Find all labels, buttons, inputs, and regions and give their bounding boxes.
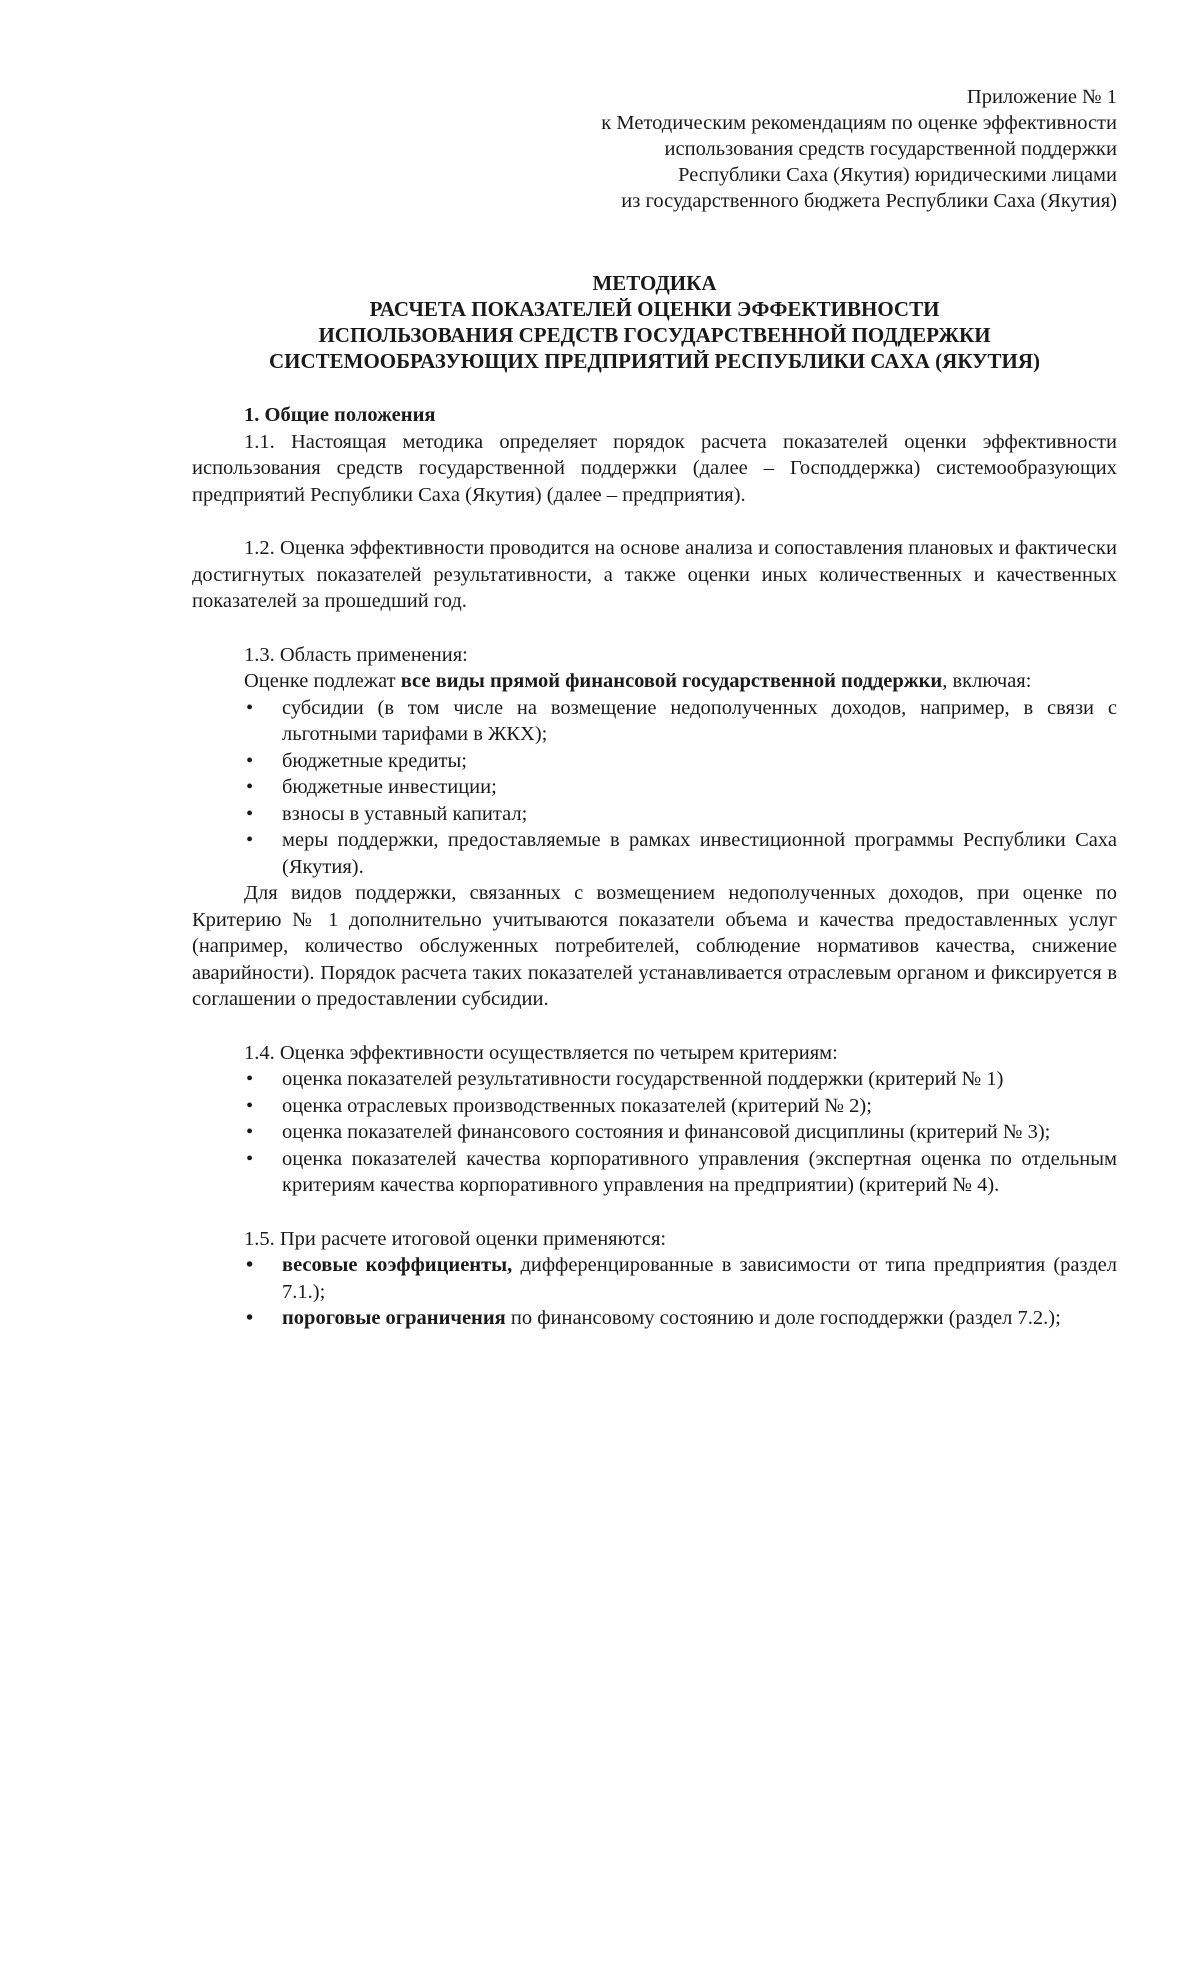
criteria-list xyxy=(192,1066,1117,1199)
paragraph-1-5-title: 1.5. При расчете итоговой оценки применяются: xyxy=(244,1227,667,1250)
document-page xyxy=(192,84,1117,1332)
title-line: СИСТЕМООБРАЗУЮЩИХ ПРЕДПРИЯТИЙ РЕСПУБЛИКИ САХА (ЯКУТИЯ) xyxy=(268,349,1041,373)
paragraph-1-3-title: 1.3. Область применения: xyxy=(244,643,468,666)
support-types-list xyxy=(192,695,1117,881)
list-item xyxy=(192,748,1117,775)
list-item xyxy=(192,1066,1117,1093)
appendix-line: Приложение № 1 xyxy=(966,86,1117,108)
appendix-line: из государственного бюджета Республики Саха (Якутия) xyxy=(621,190,1117,212)
list-item-text: меры поддержки, предоставляемые в рамках инвестиционной программы Республики Саха (Якутия). xyxy=(282,829,1117,878)
bullet-icon: • xyxy=(246,1147,254,1170)
list-item xyxy=(192,1146,1117,1199)
list-item-text: оценка показателей результативности государственной поддержки (критерий № 1) xyxy=(282,1068,1004,1090)
paragraph-1-3-intro xyxy=(192,668,1117,695)
appendix-line: к Методическим рекомендациям по оценке эффективности xyxy=(601,112,1117,134)
list-item-text: оценка отраслевых производственных показателей (критерий № 2); xyxy=(282,1094,872,1117)
title-line: МЕТОДИКА xyxy=(592,271,717,295)
bullet-icon: • xyxy=(246,802,254,825)
final-score-list xyxy=(192,1252,1117,1332)
intro-text: Оценке подлежат xyxy=(244,670,401,692)
section-heading: 1. Общие положения xyxy=(244,404,436,426)
document-title xyxy=(192,270,1117,374)
list-item-text: оценка показателей качества корпоративного управления (экспертная оценка по отдельным критериям качества корпоративного управления на предприятии) (критерий № 4). xyxy=(282,1147,1117,1196)
paragraph-1-3-note: Для видов поддержки, связанных с возмещением недополученных доходов, при оценке по Критерию № 1 дополнительно учитываются показатели объема и качества предоставленных услуг (например, количество обслуженных потребителей, соблюдение нормативов качества, снижение аварийности). Порядок расчета таких показателей устанавливается отраслевым органом и фиксируется в соглашении о предоставлении субсидии. xyxy=(192,882,1117,1010)
bullet-icon: • xyxy=(246,696,254,719)
bullet-icon: • xyxy=(246,749,254,772)
bullet-icon: • xyxy=(246,1254,254,1276)
intro-bold-text: все виды прямой финансовой государственной поддержки xyxy=(400,670,943,692)
list-item-text: бюджетные инвестиции; xyxy=(282,776,497,798)
title-line: РАСЧЕТА ПОКАЗАТЕЛЕЙ ОЦЕНКИ ЭФФЕКТИВНОСТИ xyxy=(369,297,940,321)
list-item-text: субсидии (в том числе на возмещение недополученных доходов, например, в связи с льготными тарифами в ЖКХ); xyxy=(282,696,1117,745)
list-item xyxy=(192,801,1117,828)
paragraph-1-2: 1.2. Оценка эффективности проводится на основе анализа и сопоставления плановых и фактически достигнутых показателей результативности, а также оценки иных количественных и качественных показателей за прошедший год. xyxy=(192,537,1117,612)
bullet-icon: • xyxy=(246,776,254,798)
list-item xyxy=(192,1119,1117,1146)
list-item xyxy=(192,1252,1117,1305)
title-line: ИСПОЛЬЗОВАНИЯ СРЕДСТВ ГОСУДАРСТВЕННОЙ ПОДДЕРЖКИ xyxy=(318,323,991,347)
list-item xyxy=(192,1093,1117,1120)
list-item-text: бюджетные кредиты; xyxy=(282,749,467,772)
list-item-bold-text: весовые коэффициенты, xyxy=(282,1254,513,1276)
list-item-bold-text: пороговые ограничения xyxy=(282,1307,506,1329)
list-item xyxy=(192,1305,1117,1332)
list-item-text: по финансовому состоянию и доле господдержки (раздел 7.2.); xyxy=(505,1307,1061,1329)
intro-text-end: , включая: xyxy=(942,670,1032,692)
list-item xyxy=(192,774,1117,801)
paragraph-1-4-title: 1.4. Оценка эффективности осуществляется по четырем критериям: xyxy=(244,1041,838,1064)
list-item xyxy=(192,695,1117,748)
bullet-icon: • xyxy=(246,829,254,851)
list-item xyxy=(192,827,1117,880)
appendix-line: использования средств государственной поддержки xyxy=(664,138,1117,160)
bullet-icon: • xyxy=(246,1307,254,1329)
appendix-line: Республики Саха (Якутия) юридическими лицами xyxy=(678,164,1117,186)
list-item-text: взносы в уставный капитал; xyxy=(282,802,528,825)
bullet-icon: • xyxy=(246,1121,254,1143)
bullet-icon: • xyxy=(246,1068,254,1090)
list-item-text: оценка показателей финансового состояния и финансовой дисциплины (критерий № 3); xyxy=(282,1121,1051,1143)
paragraph-1-1: 1.1. Настоящая методика определяет порядок расчета показателей оценки эффективности использования средств государственной поддержки (далее – Господдержка) системообразующих предприятий Республики Саха (Якутия) (далее – предприятия). xyxy=(192,430,1117,506)
appendix-header xyxy=(192,84,1117,214)
list-item-text: дифференцированные в зависимости от типа предприятия (раздел 7.1.); xyxy=(282,1254,1117,1303)
bullet-icon: • xyxy=(246,1094,254,1117)
